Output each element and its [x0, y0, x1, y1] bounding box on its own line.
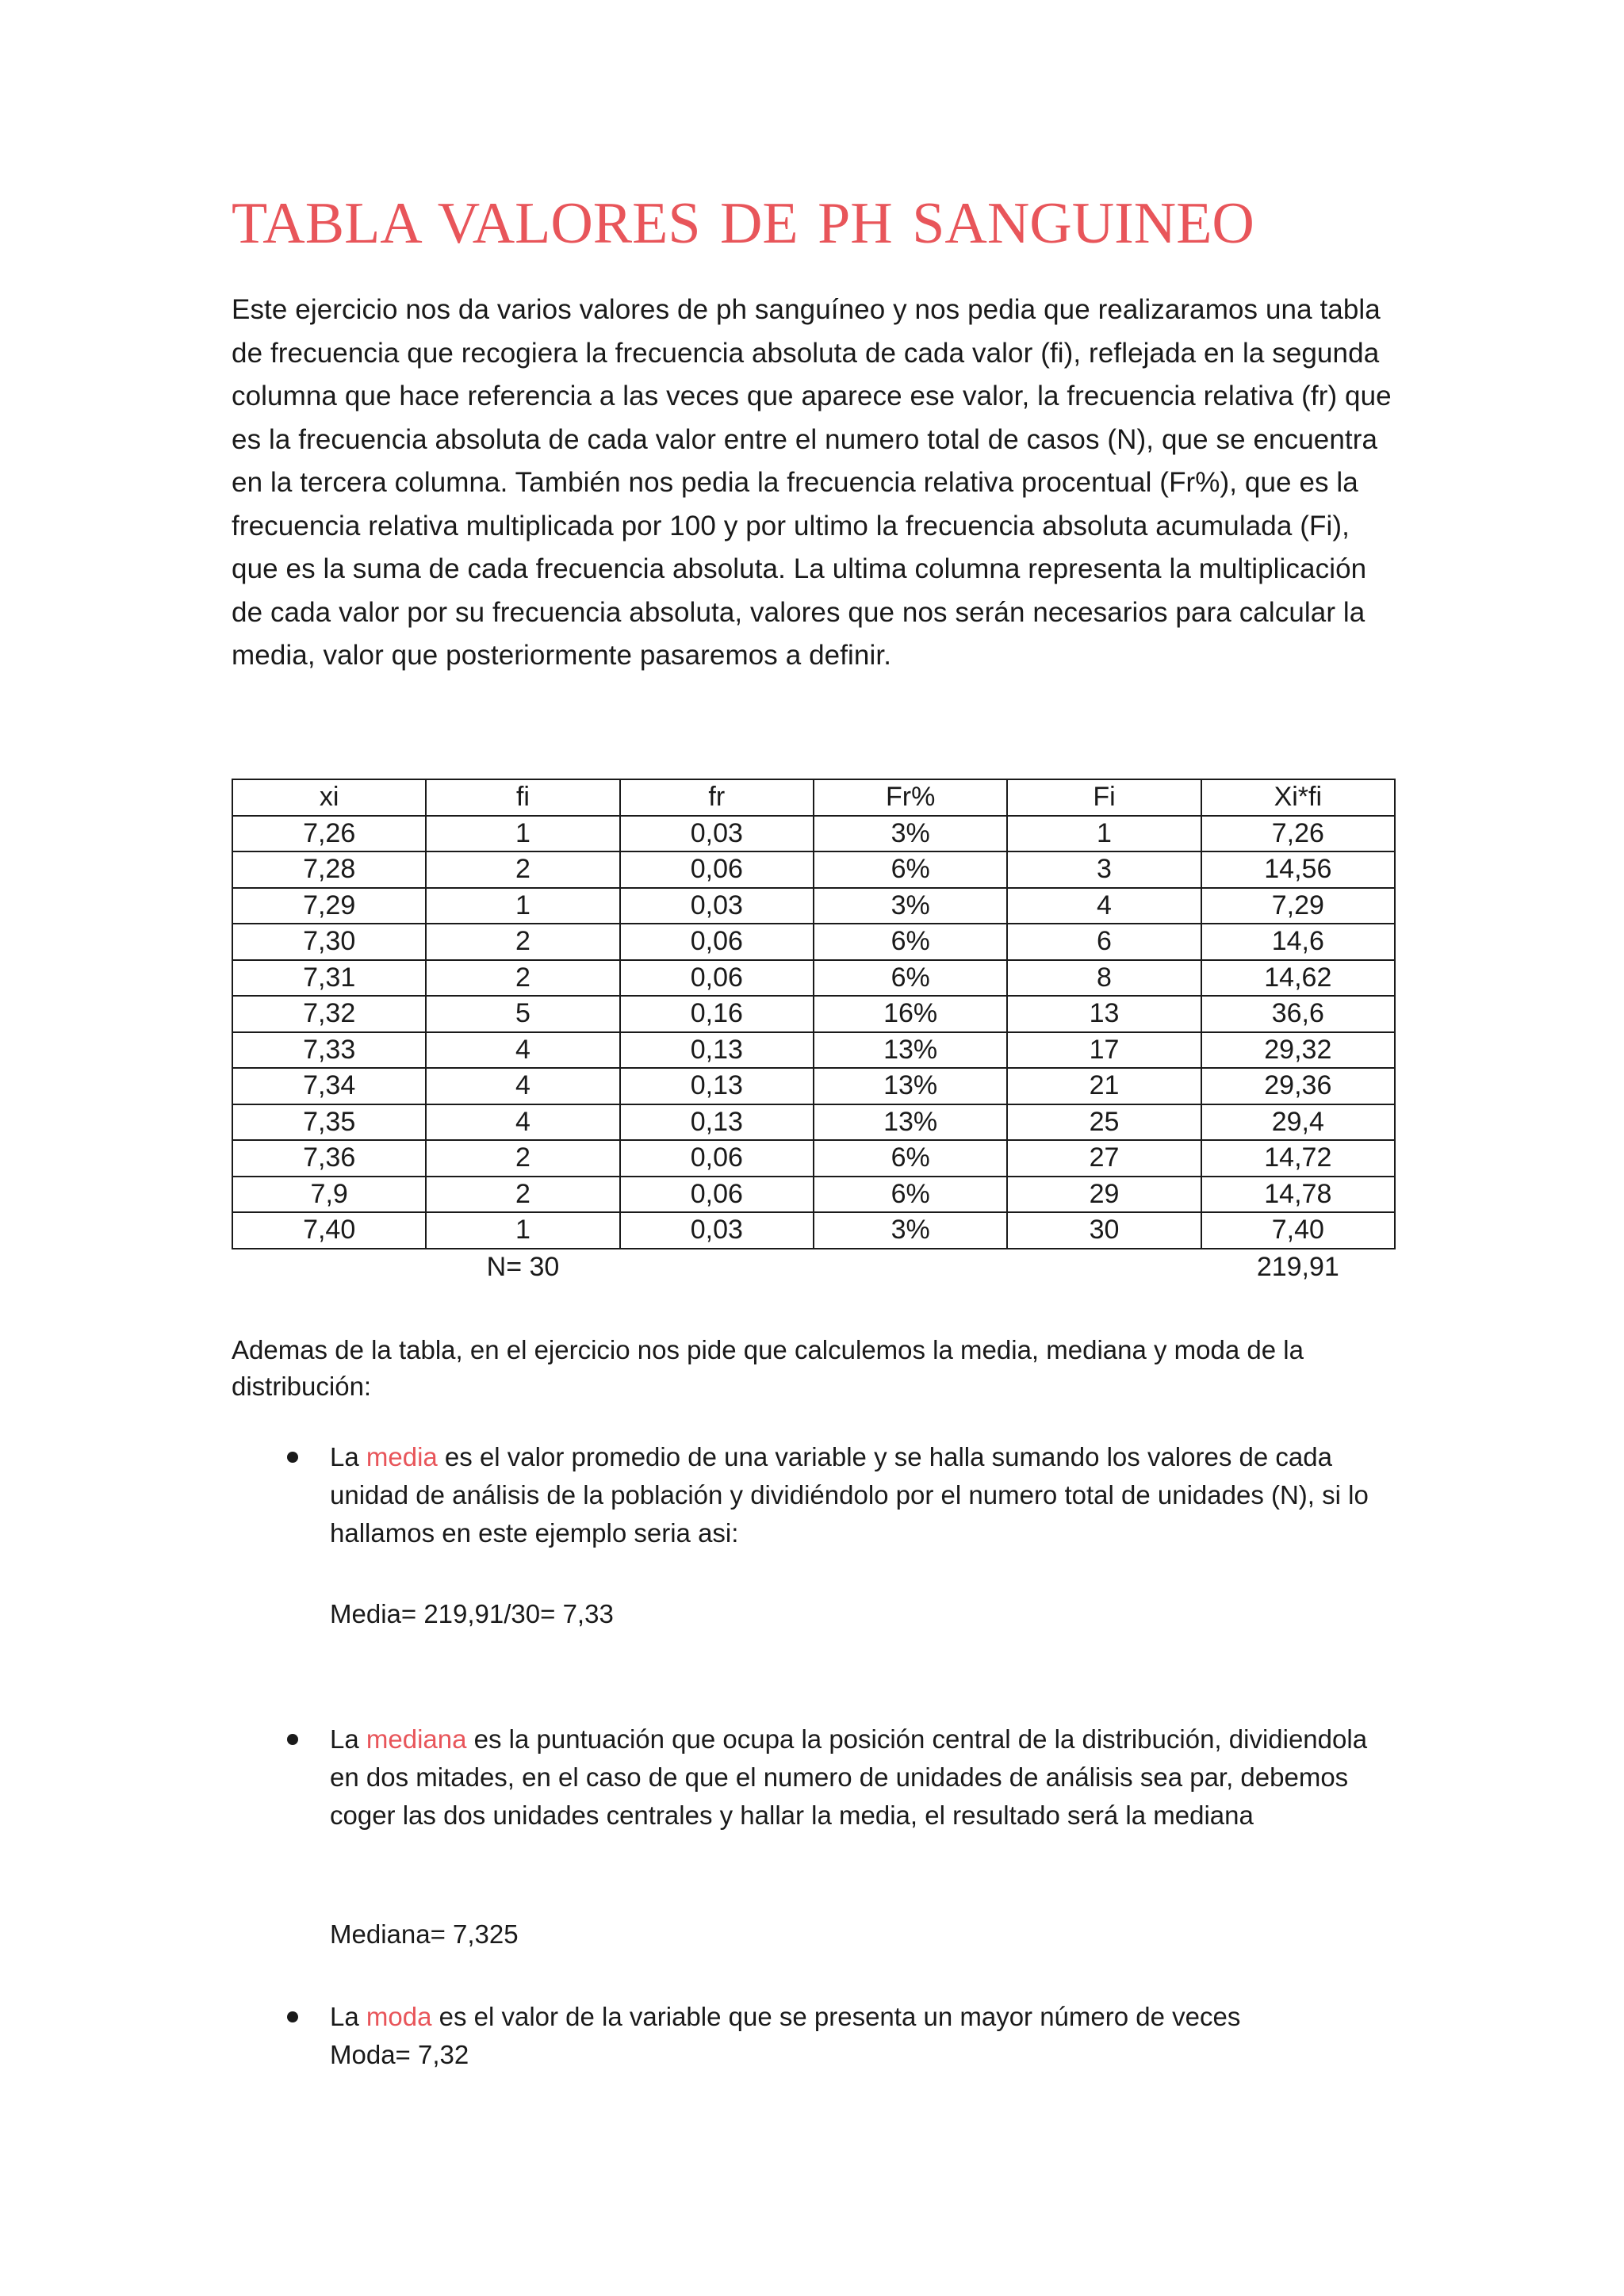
- cell-fr-percent: 16%: [814, 996, 1007, 1032]
- cell-fr-percent: 6%: [814, 960, 1007, 997]
- cell-xi: 7,40: [232, 1212, 426, 1249]
- cell-fr: 0,06: [620, 960, 814, 997]
- cell-fr-percent: 6%: [814, 851, 1007, 888]
- cell-fi: 2: [426, 1140, 619, 1177]
- table-row: [232, 1068, 1395, 1104]
- cell-fi-cumulative: 4: [1007, 888, 1201, 924]
- bullet-dot: [287, 1452, 298, 1463]
- cell-xi: 7,34: [232, 1068, 426, 1104]
- table-row: [232, 996, 1395, 1032]
- cell-fr-percent: 13%: [814, 1068, 1007, 1104]
- header-xi-times-fi: Xi*fi: [1201, 779, 1395, 816]
- cell-fi: 1: [426, 888, 619, 924]
- table-row: [232, 1140, 1395, 1177]
- after-table-paragraph: Ademas de la tabla, en el ejercicio nos pide que calculemos la media, mediana y moda de la distribución:: [232, 1335, 1304, 1401]
- cell-xi: 7,9: [232, 1177, 426, 1213]
- cell-fr: 0,13: [620, 1032, 814, 1069]
- term-mediana: mediana: [366, 1724, 467, 1754]
- totals-empty-cell: [232, 1249, 426, 1286]
- cell-fr-percent: 3%: [814, 888, 1007, 924]
- cell-xi: 7,29: [232, 888, 426, 924]
- table-totals-row: [232, 1249, 1395, 1286]
- table-row: [232, 1104, 1395, 1141]
- cell-fi-cumulative: 29: [1007, 1177, 1201, 1213]
- cell-fr: 0,03: [620, 1212, 814, 1249]
- cell-xi-times-fi: 14,78: [1201, 1177, 1395, 1213]
- totals-empty-cell: [620, 1249, 814, 1286]
- table-row: [232, 816, 1395, 852]
- cell-fr: 0,03: [620, 888, 814, 924]
- total-sum: 219,91: [1256, 1252, 1339, 1282]
- bullet-moda-text: La moda es el valor de la variable que se presenta un mayor número de veces: [330, 2002, 1241, 2031]
- totals-empty-cell: [1007, 1249, 1201, 1286]
- cell-xi-times-fi: 14,62: [1201, 960, 1395, 997]
- cell-fr-percent: 3%: [814, 816, 1007, 852]
- cell-xi-times-fi: 14,56: [1201, 851, 1395, 888]
- cell-xi: 7,31: [232, 960, 426, 997]
- formula-mediana: Mediana= 7,325: [330, 1919, 519, 1949]
- table-row: [232, 960, 1395, 997]
- bullet-media-text: La media es el valor promedio de una variable y se halla sumando los valores de cada unidad de análisis de la población y dividiéndolo por el numero total de unidades (N), si lo hallamos en este ejemplo seria asi:: [330, 1442, 1369, 1548]
- total-n: N= 30: [486, 1252, 560, 1282]
- intro-paragraph: Este ejercicio nos da varios valores de ph sanguíneo y nos pedia que realizaramos una tabla de frecuencia que recogiera la frecuencia absoluta de cada valor (fi), reflejada en la segunda columna que hace referencia a las veces que aparece ese valor, la frecuencia relativa (fr) que es la frecuencia absoluta de cada valor entre el numero total de casos (N), que se encuentra en la tercera columna. También nos pedia la frecuencia relativa procentual (Fr%), que es la frecuencia relativa multiplicada por 100 y por ultimo la frecuencia absoluta acumulada (Fi), que es la suma de cada frecuencia absoluta. La ultima columna representa la multiplicación de cada valor por su frecuencia absoluta, valores que nos serán necesarios para calcular la media, valor que posteriormente pasaremos a definir.: [232, 294, 1392, 671]
- cell-fr-percent: 6%: [814, 924, 1007, 960]
- cell-fr: 0,03: [620, 816, 814, 852]
- cell-fi-cumulative: 1: [1007, 816, 1201, 852]
- cell-fr: 0,16: [620, 996, 814, 1032]
- cell-fi-cumulative: 27: [1007, 1140, 1201, 1177]
- header-fr-percent: Fr%: [814, 779, 1007, 816]
- cell-fi: 2: [426, 924, 619, 960]
- cell-xi: 7,33: [232, 1032, 426, 1069]
- cell-fr: 0,13: [620, 1104, 814, 1141]
- table-row: [232, 924, 1395, 960]
- cell-fi: 5: [426, 996, 619, 1032]
- cell-fr: 0,06: [620, 924, 814, 960]
- cell-xi-times-fi: 7,40: [1201, 1212, 1395, 1249]
- cell-xi-times-fi: 29,4: [1201, 1104, 1395, 1141]
- cell-xi: 7,36: [232, 1140, 426, 1177]
- cell-fi-cumulative: 8: [1007, 960, 1201, 997]
- table-body: [232, 816, 1395, 1249]
- cell-xi-times-fi: 7,26: [1201, 816, 1395, 852]
- bullet-dot: [287, 1734, 298, 1745]
- cell-fi-cumulative: 21: [1007, 1068, 1201, 1104]
- cell-fr-percent: 3%: [814, 1212, 1007, 1249]
- cell-fi: 4: [426, 1068, 619, 1104]
- cell-fi: 2: [426, 1177, 619, 1213]
- cell-xi: 7,28: [232, 851, 426, 888]
- formula-media: Media= 219,91/30= 7,33: [330, 1599, 614, 1628]
- cell-xi-times-fi: 29,32: [1201, 1032, 1395, 1069]
- cell-fr-percent: 13%: [814, 1104, 1007, 1141]
- cell-fi: 2: [426, 851, 619, 888]
- bullet-mediana-text: La mediana es la puntuación que ocupa la posición central de la distribución, dividiendola en dos mitades, en el caso de que el numero de unidades de análisis sea par, debemos coger las dos unidades centrales y hallar la media, el resultado será la mediana: [330, 1724, 1368, 1830]
- table-header-row: [232, 779, 1395, 816]
- cell-fi: 1: [426, 1212, 619, 1249]
- cell-fi-cumulative: 3: [1007, 851, 1201, 888]
- cell-fr-percent: 6%: [814, 1140, 1007, 1177]
- cell-xi-times-fi: 14,6: [1201, 924, 1395, 960]
- header-fi: fi: [426, 779, 619, 816]
- table-row: [232, 1177, 1395, 1213]
- table-row: [232, 851, 1395, 888]
- formula-moda: Moda= 7,32: [330, 2040, 469, 2069]
- cell-fi-cumulative: 17: [1007, 1032, 1201, 1069]
- cell-xi: 7,32: [232, 996, 426, 1032]
- cell-xi-times-fi: 14,72: [1201, 1140, 1395, 1177]
- totals-empty-cell: [814, 1249, 1007, 1286]
- cell-xi: 7,35: [232, 1104, 426, 1141]
- cell-fi: 4: [426, 1032, 619, 1069]
- cell-fr-percent: 6%: [814, 1177, 1007, 1213]
- header-xi: xi: [232, 779, 426, 816]
- cell-fi: 2: [426, 960, 619, 997]
- cell-fi: 4: [426, 1104, 619, 1141]
- table-row: [232, 1032, 1395, 1069]
- term-moda: moda: [366, 2002, 432, 2031]
- cell-fi-cumulative: 6: [1007, 924, 1201, 960]
- bullet-dot: [287, 2011, 298, 2022]
- table-row: [232, 1212, 1395, 1249]
- cell-xi: 7,26: [232, 816, 426, 852]
- frequency-table-wrap: [232, 779, 1396, 1286]
- header-fi-cumulative: Fi: [1007, 779, 1201, 816]
- cell-fi-cumulative: 13: [1007, 996, 1201, 1032]
- page-title: TABLA VALORES DE PH SANGUINEO: [232, 191, 1254, 256]
- cell-fi-cumulative: 25: [1007, 1104, 1201, 1141]
- header-fr: fr: [620, 779, 814, 816]
- cell-xi-times-fi: 7,29: [1201, 888, 1395, 924]
- cell-xi: 7,30: [232, 924, 426, 960]
- frequency-table: [232, 779, 1396, 1286]
- cell-xi-times-fi: 29,36: [1201, 1068, 1395, 1104]
- cell-fr-percent: 13%: [814, 1032, 1007, 1069]
- cell-fi: 1: [426, 816, 619, 852]
- cell-fi-cumulative: 30: [1007, 1212, 1201, 1249]
- cell-fr: 0,13: [620, 1068, 814, 1104]
- term-media: media: [366, 1442, 438, 1471]
- table-row: [232, 888, 1395, 924]
- cell-fr: 0,06: [620, 1177, 814, 1213]
- cell-fr: 0,06: [620, 851, 814, 888]
- cell-fr: 0,06: [620, 1140, 814, 1177]
- cell-xi-times-fi: 36,6: [1201, 996, 1395, 1032]
